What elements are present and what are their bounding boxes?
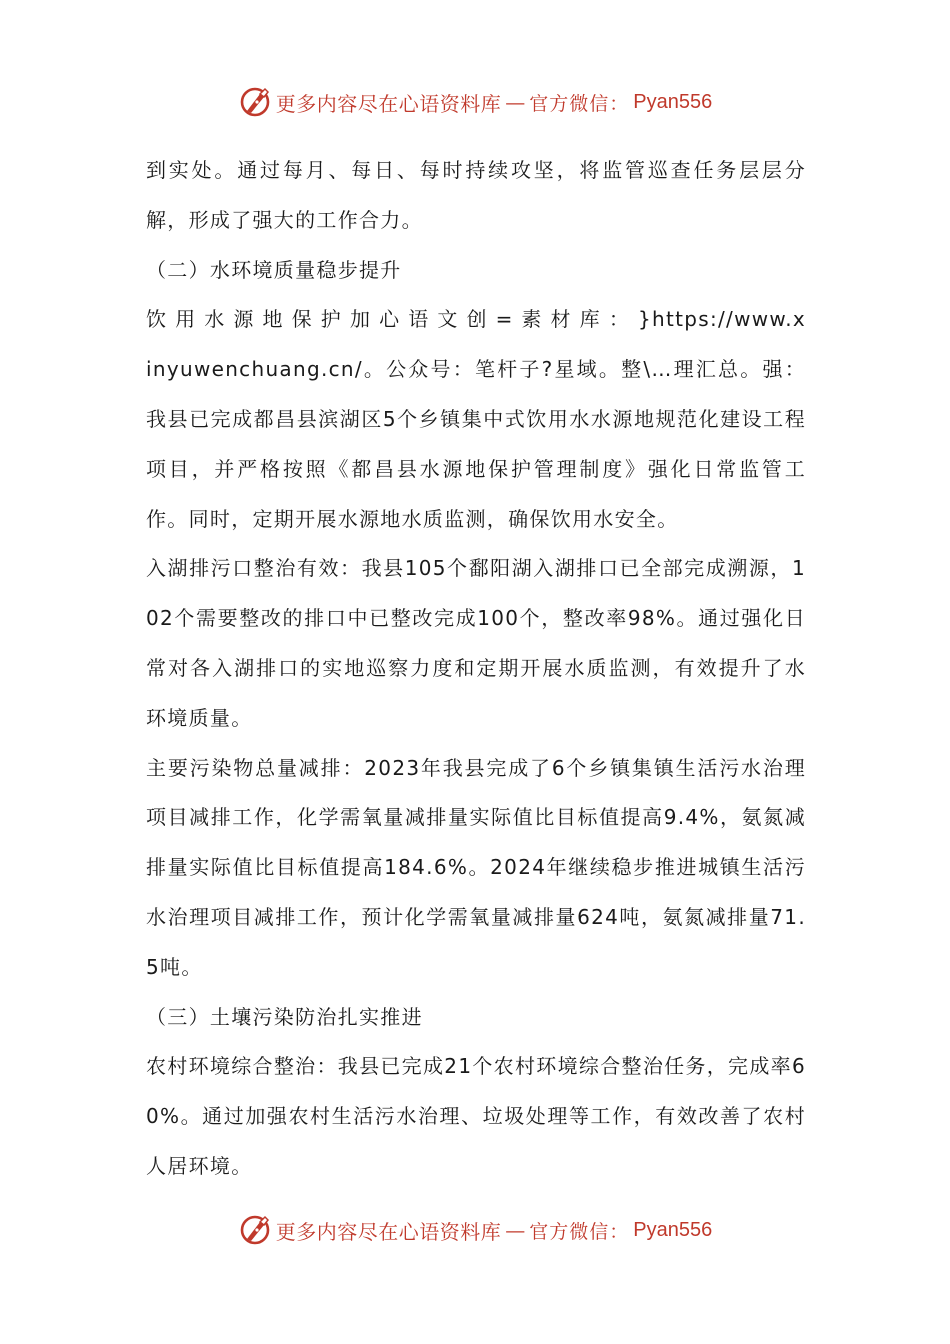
pen-nib-circle-icon (238, 85, 272, 119)
footer-banner-inner (238, 1213, 712, 1247)
footer-site-text: 更多内容尽在心语资料库 (275, 1219, 502, 1244)
pen-nib-circle-icon (238, 1213, 272, 1247)
header-banner (0, 80, 950, 124)
paragraph-drinking-water: 饮 用 水 源 地 保 护 加 心 语 文 创 = 素 材 库 ： }https://www.xinyuwenchuang.cn/。公众号：笔杆子?星域。整\…理汇总。强：我县已完成都昌县滨湖区5个乡镇集中式饮用水水源地规范化建设工程项目，并严格按照《都昌县水源地保护管理制度》强化日常监管工作。同时，定期开展水源地水质监测，确保饮用水安全。 (146, 307, 806, 531)
paragraph-outfall-remediation: 入湖排污口整治有效：我县105个鄱阳湖入湖排口已全部完成溯源，102个需要整改的排口中已整改完成100个，整改率98%。通过强化日常对各入湖排口的实地巡察力度和定期开展水质监测，有效提升了水环境质量。 (146, 556, 806, 730)
header-separator: — (505, 90, 526, 114)
section-heading-water: （二）水环境质量稳步提升 (146, 257, 402, 282)
section-heading-soil: （三）土壤污染防治扎实推进 (146, 1004, 423, 1029)
header-wechat-label: 官方微信： (529, 92, 630, 115)
footer-banner (0, 1208, 950, 1252)
paragraph-continuation: 到实处。通过每月、每日、每时持续攻坚，将监管巡查任务层层分解，形成了强大的工作合力。 (146, 158, 806, 232)
footer-wechat-id: Pyan556 (633, 1218, 713, 1241)
header-site-text: 更多内容尽在心语资料库 (275, 91, 502, 116)
header-wechat-id: Pyan556 (633, 90, 713, 113)
footer-wechat-label: 官方微信： (529, 1220, 630, 1243)
header-banner-inner (238, 85, 712, 119)
document-body (146, 146, 806, 1192)
footer-separator: — (505, 1218, 526, 1242)
paragraph-rural-environment: 农村环境综合整治：我县已完成21个农村环境综合整治任务，完成率60%。通过加强农村生活污水治理、垃圾处理等工作，有效改善了农村人居环境。 (146, 1054, 806, 1178)
paragraph-emission-reduction: 主要污染物总量减排：2023年我县完成了6个乡镇集镇生活污水治理项目减排工作，化学需氧量减排量实际值比目标值提高9.4%，氨氮减排量实际值比目标值提高184.6%。2024年继续稳步推进城镇生活污水治理项目减排工作，预计化学需氧量减排量624吨，氨氮减排量71.5吨。 (146, 755, 806, 979)
